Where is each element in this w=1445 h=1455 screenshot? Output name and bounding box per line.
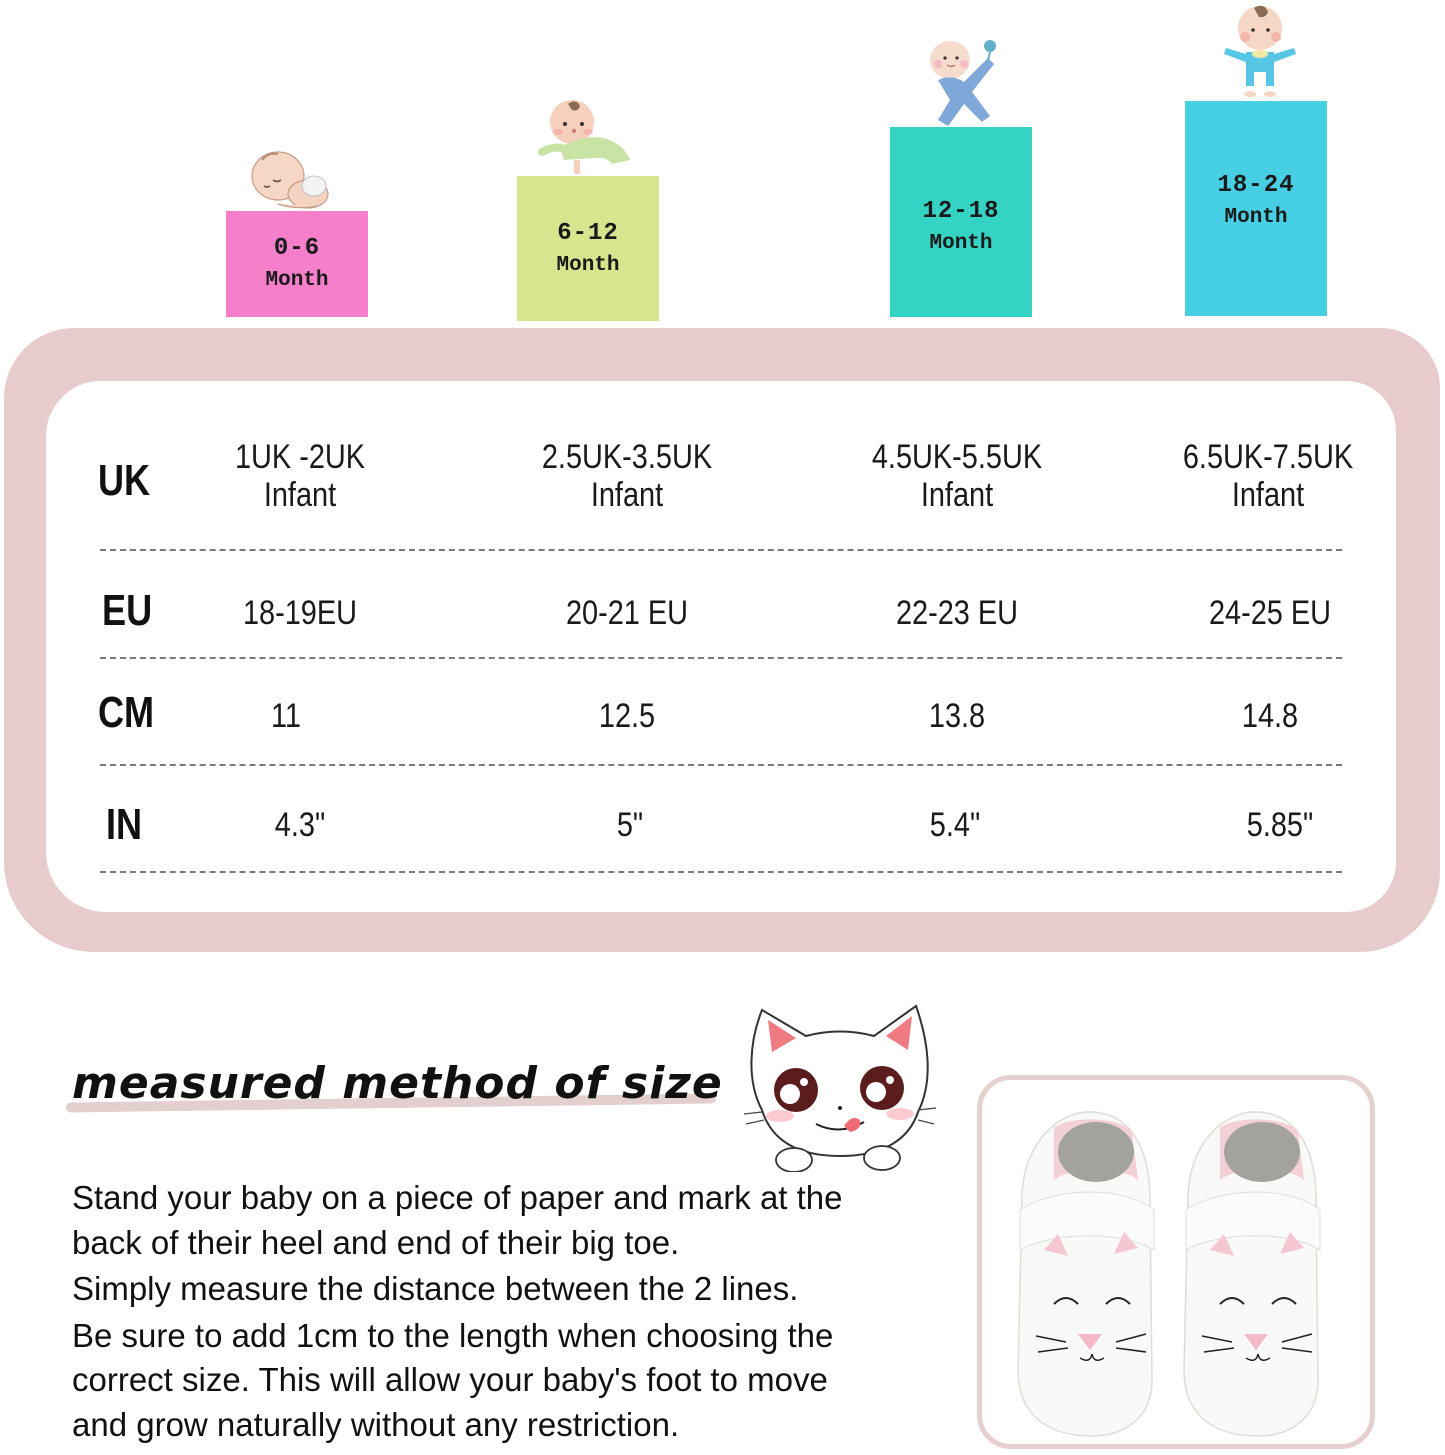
age-range: 12-18: [922, 198, 1000, 225]
crawling-baby-icon: [538, 94, 634, 176]
row-divider: [100, 871, 1342, 873]
row-label-uk: UK: [98, 456, 151, 505]
cm-size-cell: 11: [270, 697, 301, 735]
measure-title: measured method of size: [72, 1058, 723, 1109]
measurement-instructions: [72, 1176, 952, 1447]
instruction-line: Simply measure the distance between the 2 lines.: [72, 1270, 799, 1307]
eu-size-cell: 18-19EU: [242, 594, 358, 632]
uk-size-value: 6.5UK-7.5UK: [1182, 438, 1354, 476]
sleeping-baby-icon: [248, 146, 336, 212]
instruction-line: correct size. This will allow your baby's foot to move: [72, 1361, 828, 1398]
cat-face-icon: [740, 1000, 940, 1172]
instruction-line: and grow naturally without any restriction.: [72, 1405, 680, 1443]
eu-size-cell: 20-21 EU: [565, 594, 689, 632]
cm-size-cell: 14.8: [1241, 697, 1299, 735]
instruction-line: Stand your baby on a piece of paper and mark at the: [72, 1179, 843, 1216]
uk-size-value: 4.5UK-5.5UK: [871, 438, 1043, 476]
uk-size-cell: [173, 438, 428, 514]
age-box-12-18: [890, 127, 1032, 317]
age-unit: Month: [556, 253, 620, 277]
row-divider: [100, 764, 1342, 766]
uk-size-cell: [830, 438, 1085, 514]
age-box-6-12: [517, 176, 659, 321]
uk-size-sub: Infant: [1231, 476, 1305, 514]
age-unit: Month: [929, 232, 993, 255]
standing-baby-icon: [1218, 2, 1302, 100]
row-label-eu: EU: [102, 586, 153, 635]
in-size-cell: 5.4": [929, 806, 981, 844]
age-unit: Month: [265, 269, 329, 292]
age-range: 6-12: [557, 219, 619, 247]
age-box-0-6: [226, 211, 368, 317]
uk-size-sub: Infant: [920, 476, 994, 514]
product-image-frame: [977, 1075, 1375, 1449]
row-label-cm: CM: [98, 688, 155, 737]
instruction-line: back of their heel and end of their big toe.: [72, 1223, 680, 1261]
uk-size-sub: Infant: [263, 476, 337, 514]
in-size-cell: 5": [616, 806, 644, 844]
eu-size-cell: 22-23 EU: [895, 594, 1019, 632]
uk-size-cell: [500, 438, 755, 514]
walking-baby-with-rattle-icon: [920, 30, 1004, 128]
age-box-18-24: [1185, 101, 1327, 316]
instruction-line: Be sure to add 1cm to the length when choosing the: [72, 1316, 834, 1354]
row-label-in: IN: [106, 800, 143, 849]
age-range: 18-24: [1217, 172, 1295, 199]
age-unit: Month: [1224, 206, 1288, 229]
in-size-cell: 5.85": [1246, 806, 1314, 844]
uk-size-value: 1UK -2UK: [234, 438, 366, 476]
row-divider: [100, 657, 1342, 659]
in-size-cell: 4.3": [274, 806, 326, 844]
cm-size-cell: 13.8: [928, 697, 986, 735]
white-cat-baby-shoes-image: [982, 1080, 1370, 1444]
uk-size-sub: Infant: [590, 476, 664, 514]
cm-size-cell: 12.5: [598, 697, 656, 735]
eu-size-cell: 24-25 EU: [1208, 594, 1332, 632]
row-divider: [100, 549, 1342, 551]
age-range: 0-6: [273, 235, 321, 262]
uk-size-cell: [1141, 438, 1396, 514]
uk-size-value: 2.5UK-3.5UK: [541, 438, 713, 476]
